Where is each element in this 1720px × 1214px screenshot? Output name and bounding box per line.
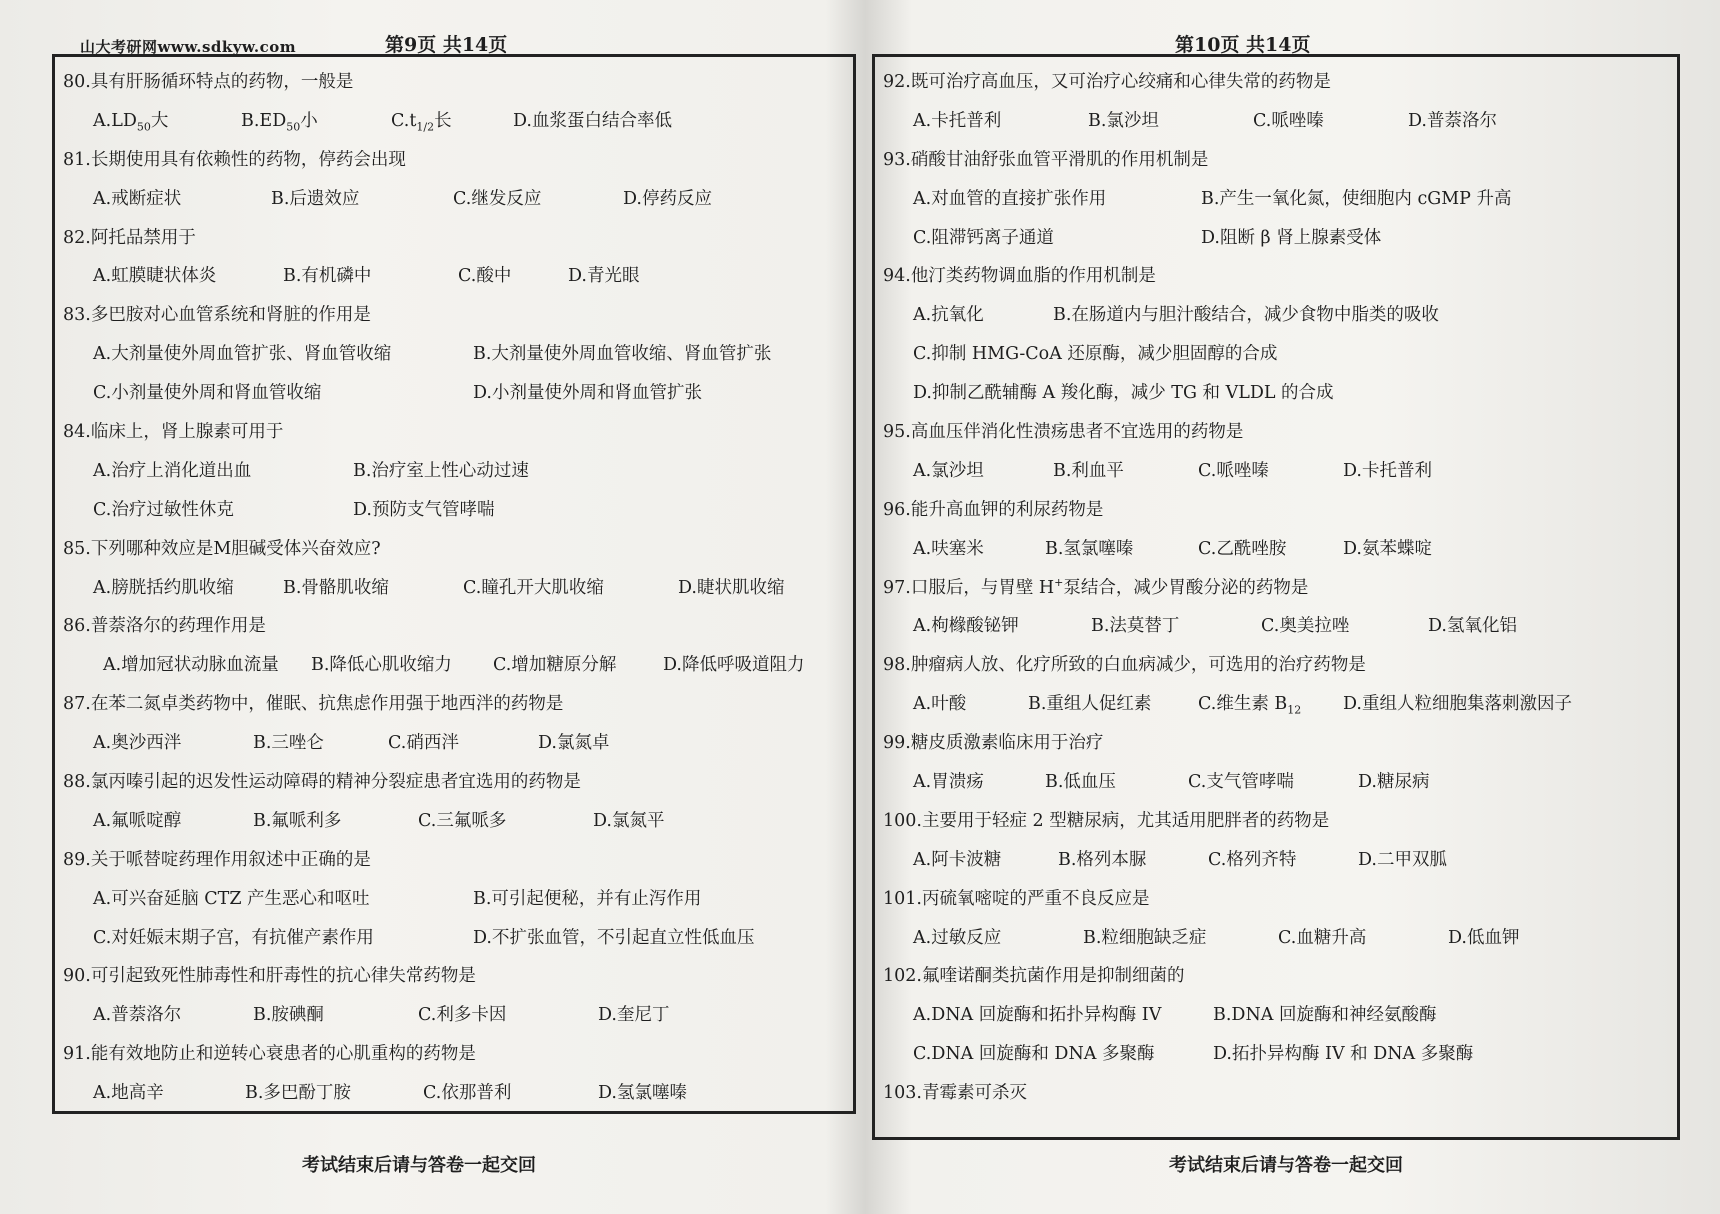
options-95 [883,452,1669,491]
option-b: B.粒细胞缺乏症 [1083,927,1207,948]
option-d: D.普萘洛尔 [1408,110,1497,131]
question-85: 85.下列哪种效应是M胆碱受体兴奋效应? [63,538,381,559]
option-a: A.过敏反应 [913,927,1002,948]
options-97 [883,607,1669,646]
option-b: B.多巴酚丁胺 [245,1083,351,1104]
question-102: 102.氟喹诺酮类抗菌作用是抑制细菌的 [883,966,1185,987]
option-b: B.利血平 [1053,460,1124,481]
option-a: A.阿卡波糖 [913,849,1002,870]
right-page-frame [872,54,1680,1140]
options-102-ab [883,996,1669,1035]
option-d: D.重组人粒细胞集落刺激因子 [1343,694,1572,715]
option-c: C.格列齐特 [1208,849,1297,870]
option-b: B.产生一氧化氮，使细胞内 cGMP 升高 [1201,188,1512,209]
question-95: 95.高血压伴消化性溃疡患者不宜选用的药物是 [883,422,1244,443]
option-c: C.三氟哌多 [418,810,507,831]
option-c: C.依那普利 [423,1083,512,1104]
option-b: B.治疗室上性心动过速 [353,460,529,481]
option-b: B.降低心肌收缩力 [311,655,452,676]
option-b: B.氟哌利多 [253,810,342,831]
option-b: B.氢氯噻嗪 [1045,538,1134,559]
option-a: $A.LD_{50}$大 [93,110,169,134]
option-c: C.哌唑嗪 [1198,460,1269,481]
option-b: B.后遗效应 [271,188,360,209]
option-b: B.低血压 [1045,772,1116,793]
question-101: 101.丙硫氧嘧啶的严重不良反应是 [883,888,1150,909]
option-d: D.血浆蛋白结合率低 [513,110,672,131]
question-84: 84.临床上，肾上腺素可用于 [63,422,284,443]
right-footer-note: 考试结束后请与答卷一起交回 [1169,1155,1403,1176]
option-c: C.治疗过敏性休克 [93,499,234,520]
question-96: 96.能升高血钾的利尿药物是 [883,499,1104,520]
option-a: A.对血管的直接扩张作用 [913,188,1107,209]
option-a: A.治疗上消化道出血 [93,460,252,481]
option-a: A.呋塞米 [913,538,984,559]
option-d: D.氢氧化铝 [1428,616,1517,637]
option-c: C.增加糖原分解 [493,655,617,676]
option-a: A.增加冠状动脉血流量 [103,655,279,676]
option-d: D.氯氮平 [593,810,665,831]
option-a: A.普萘洛尔 [93,1005,182,1026]
option-b: B.大剂量使外周血管收缩、肾血管扩张 [473,344,772,365]
option-d: D.糖尿病 [1358,772,1430,793]
options-92 [883,102,1669,141]
option-c: C.对妊娠末期子宫，有抗催产素作用 [93,927,374,948]
question-92: 92.既可治疗高血压，又可治疗心绞痛和心律失常的药物是 [883,72,1331,92]
options-84-cd [63,491,845,530]
question-100: 100.主要用于轻症 2 型糖尿病，尤其适用肥胖者的药物是 [883,810,1330,831]
question-94: 94.他汀类药物调血脂的作用机制是 [883,266,1156,287]
option-b: B.DNA 回旋酶和神经氨酸酶 [1213,1005,1437,1026]
option-b: B.胺碘酮 [253,1005,324,1026]
question-81: 81.长期使用具有依赖性的药物，停药会出现 [63,149,406,170]
left-page-frame [52,54,856,1114]
option-c: C.奥美拉唑 [1261,616,1350,637]
option-d: D.二甲双胍 [1358,849,1447,870]
options-96 [883,530,1669,569]
options-91 [63,1074,845,1113]
option-c: C.阻滞钙离子通道 [913,227,1054,248]
options-86 [63,646,845,685]
options-80 [63,102,845,141]
options-84-ab [63,452,845,491]
option-c: C.酸中 [458,266,512,287]
options-89-cd [63,919,845,958]
question-88: 88.氯丙嗪引起的迟发性运动障碍的精神分裂症患者宜选用的药物是 [63,772,581,793]
right-question-list [883,63,1669,1113]
options-100 [883,841,1669,880]
option-d: D.拓扑异构酶 IV 和 DNA 多聚酶 [1213,1044,1474,1065]
question-103: 103.青霉素可杀灭 [883,1083,1027,1104]
option-b: B.可引起便秘，并有止泻作用 [473,888,702,909]
option-a: A.叶酸 [913,694,967,715]
question-98: 98.肿瘤病人放、化疗所致的白血病减少，可选用的治疗药物是 [883,655,1366,676]
option-b: B.法莫替丁 [1091,616,1180,637]
option-b: B.格列本脲 [1058,849,1147,870]
option-a: A.虹膜睫状体炎 [93,266,217,287]
option-d: D.卡托普利 [1343,460,1432,481]
option-c: $C.t_{1/2}$长 [391,110,452,134]
question-97: 97.口服后，与胃壁 H+泵结合，减少胃酸分泌的药物是 [883,575,1309,598]
option-d: D.降低呼吸道阻力 [663,655,805,676]
option-d: D.低血钾 [1448,927,1520,948]
option-a: A.枸橼酸铋钾 [913,616,1019,637]
option-b: $B.ED_{50}$小 [241,110,318,134]
question-80: 80.具有肝肠循环特点的药物，一般是 [63,72,354,92]
option-c: C.DNA 回旋酶和 DNA 多聚酶 [913,1044,1155,1065]
left-page-number: 第9页 共14页 [385,34,508,56]
question-93: 93.硝酸甘油舒张血管平滑肌的作用机制是 [883,149,1209,170]
option-a: A.卡托普利 [913,110,1002,131]
left-question-list [63,63,845,1113]
question-86: 86.普萘洛尔的药理作用是 [63,616,266,637]
question-83: 83.多巴胺对心血管系统和肾脏的作用是 [63,305,371,326]
question-87: 87.在苯二氮卓类药物中，催眠、抗焦虑作用强于地西泮的药物是 [63,694,564,715]
options-99 [883,763,1669,802]
options-83-ab [63,335,845,374]
options-88 [63,802,845,841]
option-d: D.小剂量使外周和肾血管扩张 [473,383,702,404]
option-d: D.氯氮卓 [538,733,610,754]
option-b: B.三唑仑 [253,733,324,754]
options-83-cd [63,374,845,413]
option-c: C.继发反应 [453,188,542,209]
option-c: C.小剂量使外周和肾血管收缩 [93,383,322,404]
option-b: B.氯沙坦 [1088,110,1159,131]
options-93-cd [883,219,1669,258]
option-d: D.阻断 β 肾上腺素受体 [1201,227,1382,248]
question-89: 89.关于哌替啶药理作用叙述中正确的是 [63,849,371,870]
option-d: D.睫状肌收缩 [678,577,785,598]
option-c: C.瞳孔开大肌收缩 [463,577,604,598]
option-c: C.硝西泮 [388,733,459,754]
left-footer-note: 考试结束后请与答卷一起交回 [302,1155,536,1176]
option-b: B.骨骼肌收缩 [283,577,389,598]
options-93-ab [883,180,1669,219]
option-c: C.抑制 HMG-CoA 还原酶，减少胆固醇的合成 [913,344,1278,365]
options-94-c [883,335,1669,374]
options-82 [63,257,845,296]
options-101 [883,919,1669,958]
question-82: 82.阿托品禁用于 [63,227,196,248]
options-85 [63,569,845,608]
option-d: D.预防支气管哮喘 [353,499,495,520]
option-d: D.氨苯蝶啶 [1343,538,1432,559]
options-89-ab [63,880,845,919]
option-b: B.有机磷中 [283,266,372,287]
option-a: A.膀胱括约肌收缩 [93,577,234,598]
option-d: D.抑制乙酰辅酶 A 羧化酶，减少 TG 和 VLDL 的合成 [913,383,1334,404]
option-c: C.哌唑嗪 [1253,110,1324,131]
option-c: C.乙酰唑胺 [1198,538,1287,559]
option-c: C.利多卡因 [418,1005,507,1026]
option-a: A.抗氧化 [913,305,984,326]
option-c: C.支气管哮喘 [1188,772,1294,793]
right-page-number: 第10页 共14页 [1175,34,1311,56]
question-90: 90.可引起致死性肺毒性和肝毒性的抗心律失常药物是 [63,966,476,987]
option-a: A.地高辛 [93,1083,164,1104]
option-a: A.奥沙西泮 [93,733,182,754]
options-87 [63,724,845,763]
option-c: C.血糖升高 [1278,927,1367,948]
question-99: 99.糖皮质激素临床用于治疗 [883,733,1104,754]
option-b: B.在肠道内与胆汁酸结合，减少食物中脂类的吸收 [1053,305,1439,326]
option-a: A.大剂量使外周血管扩张、肾血管收缩 [93,344,392,365]
option-a: A.可兴奋延脑 CTZ 产生恶心和呕吐 [93,888,370,909]
options-81 [63,180,845,219]
option-d: D.不扩张血管，不引起直立性低血压 [473,927,755,948]
option-d: D.氢氯噻嗪 [598,1083,687,1104]
option-c: C.维生素 $B_{12}$ [1198,694,1302,717]
option-a: A.戒断症状 [93,188,182,209]
option-a: A.DNA 回旋酶和拓扑异构酶 IV [913,1005,1162,1026]
option-b: B.重组人促红素 [1028,694,1152,715]
option-d: D.青光眼 [568,266,640,287]
options-98 [883,685,1669,724]
option-d: D.停药反应 [623,188,712,209]
option-a: A.氯沙坦 [913,460,984,481]
options-94-ab [883,296,1669,335]
question-91: 91.能有效地防止和逆转心衰患者的心肌重构的药物是 [63,1044,476,1065]
options-102-cd [883,1035,1669,1074]
option-a: A.胃溃疡 [913,772,984,793]
option-a: A.氟哌啶醇 [93,810,182,831]
options-94-d [883,374,1669,413]
option-d: D.奎尼丁 [598,1005,670,1026]
site-watermark: 山大考研网www.sdkyw.com [80,38,297,56]
options-90 [63,996,845,1035]
